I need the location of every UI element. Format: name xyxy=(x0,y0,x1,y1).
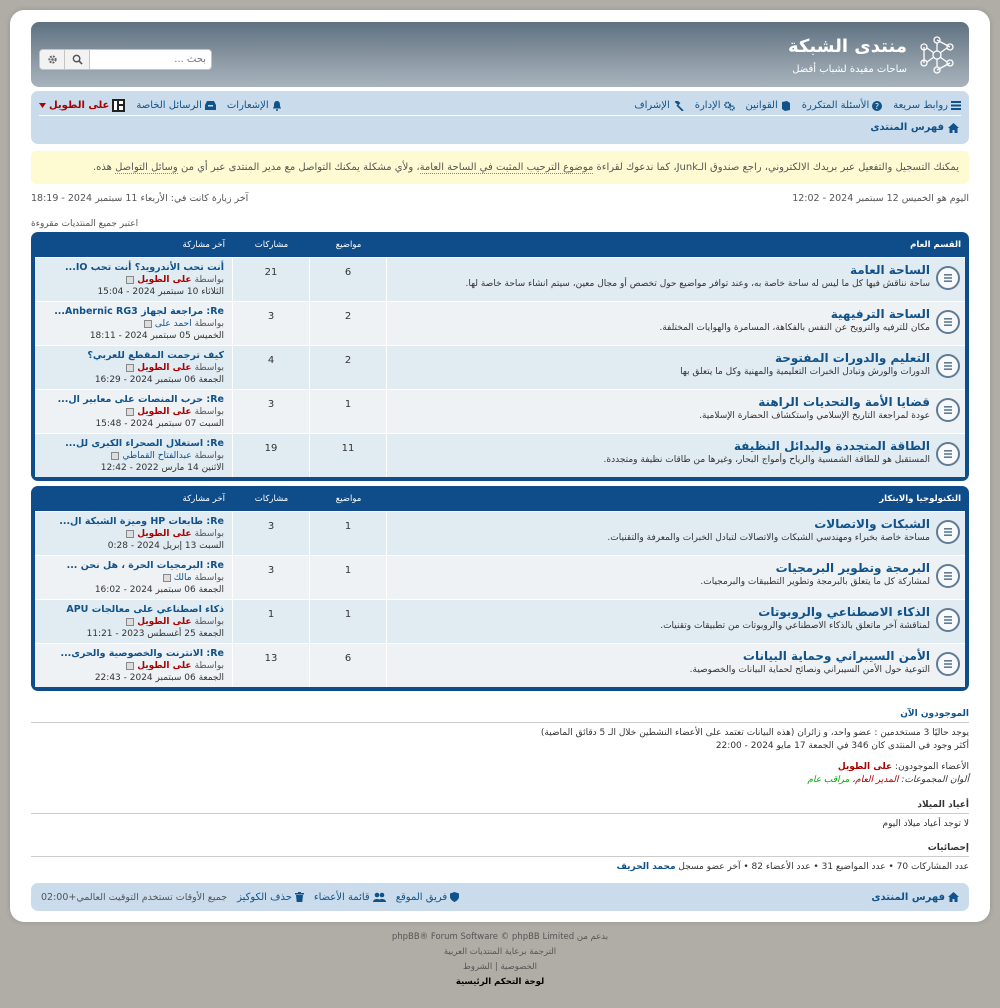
site-logo-icon[interactable] xyxy=(917,35,957,75)
forum-posts-count: 3 xyxy=(233,390,310,433)
advanced-search-button[interactable] xyxy=(40,50,65,69)
birthdays xyxy=(31,800,969,831)
time-row xyxy=(31,193,969,204)
forum-topics-count: 1 xyxy=(310,512,387,555)
translation-credit[interactable]: الترجمة برعاية المنتديات العربية xyxy=(443,947,557,957)
home-icon xyxy=(948,123,959,133)
moderation-link[interactable]: الإشراف xyxy=(634,100,684,111)
last-post-date: الثلاثاء 10 سبتمبر 2024 - 15:04 xyxy=(97,287,224,297)
forum-posts-count: 1 xyxy=(233,600,310,643)
last-post-date: الجمعة 06 سبتمبر 2024 - 22:43 xyxy=(94,673,224,683)
nav-user-links xyxy=(39,99,282,112)
nav-row xyxy=(39,96,961,116)
forum-description: عودة لمراجعة التاريخ الإسلامي واستكشاف الحضارة الإسلامية. xyxy=(699,411,930,421)
forum-read-icon xyxy=(936,564,960,588)
welcome-topic-link[interactable]: موضوع الترحيب المثبت في الساحة العامة xyxy=(419,161,594,173)
contact-link[interactable]: وسائل التواصل xyxy=(115,161,178,173)
bell-icon xyxy=(272,101,282,111)
view-latest-post-icon[interactable] xyxy=(126,408,134,416)
forum-topics-count: 2 xyxy=(310,346,387,389)
forum-posts-count: 13 xyxy=(233,644,310,687)
view-latest-post-icon[interactable] xyxy=(126,276,134,284)
forum-topics-count: 2 xyxy=(310,302,387,345)
forum-read-icon xyxy=(936,354,960,378)
current-time: اليوم هو الخميس 12 سبتمبر 2024 - 12:02 xyxy=(792,193,969,204)
forum-read-icon xyxy=(936,398,960,422)
group-admin-link[interactable]: المدير العام xyxy=(855,775,899,785)
inbox-icon xyxy=(205,101,216,110)
forum-row xyxy=(35,643,965,687)
forum-main xyxy=(387,390,965,433)
forum-last-post xyxy=(35,346,233,389)
last-post-title-link[interactable]: Re: البرمجيات الحرة ، هل نحن ... xyxy=(66,560,224,571)
hamburger-icon xyxy=(951,101,961,110)
search-box xyxy=(39,49,212,70)
statistics xyxy=(31,843,969,874)
forum-posts-count: 4 xyxy=(233,346,310,389)
last-post-author: بواسطة على الطويل xyxy=(39,528,224,540)
mark-all-read-link[interactable]: اعتبر جميع المنتديات مقروءة xyxy=(31,219,139,229)
forum-main xyxy=(387,644,965,687)
last-post-author: بواسطة عبدالفتاح القماطي xyxy=(39,450,224,462)
site-title[interactable]: منتدى الشبكة xyxy=(788,36,907,57)
forum-main xyxy=(387,512,965,555)
last-post-author-link[interactable]: احمد على xyxy=(154,319,192,329)
forum-description: مساحة خاصة بخبراء ومهندسي الشبكات والاتصالات لتبادل الخبرات والمعرفة والتقنيات. xyxy=(607,533,930,543)
forum-list xyxy=(35,511,965,687)
last-post-author: بواسطة على الطويل xyxy=(39,406,224,418)
header-bar xyxy=(31,22,969,87)
last-post-title-link[interactable]: أنت تحب الأندرويد؟ أنت تحب IO... xyxy=(64,262,224,273)
last-post-author: بواسطة احمد على xyxy=(39,318,224,330)
users-icon xyxy=(373,892,386,902)
birthdays-text: لا توجد أعياد ميلاد اليوم xyxy=(882,819,969,829)
forum-description: المستقبل هو للطاقة الشمسية والرياح وأمواج البحار، وغيرها من طاقات نظيفة ومتجددة. xyxy=(603,455,930,465)
last-post-title-link[interactable]: Re: طابعات HP وميزة الشبكة ال... xyxy=(59,516,224,527)
forum-read-icon xyxy=(936,608,960,632)
shield-icon xyxy=(450,892,459,902)
forum-main xyxy=(387,346,965,389)
last-post-date: الخميس 05 سبتمبر 2024 - 18:11 xyxy=(89,331,224,341)
home-icon xyxy=(948,892,959,902)
forum-last-post xyxy=(35,512,233,555)
last-post-title-link[interactable]: كيف ترجمت المقطع للعربي؟ xyxy=(87,350,224,361)
forum-last-post xyxy=(35,258,233,301)
forum-description: لمشاركة كل ما يتعلق بالبرمجة وتطوير التطبيقات والبرمجيات. xyxy=(700,577,930,587)
forum-info xyxy=(700,561,930,587)
forum-topics-count: 1 xyxy=(310,390,387,433)
page-wrapper xyxy=(10,10,990,922)
trash-icon xyxy=(295,892,304,902)
who-is-online xyxy=(31,709,969,787)
forum-main xyxy=(387,556,965,599)
faq-link[interactable]: ? الأسئلة المتكررة xyxy=(802,100,882,111)
posts-header: مشاركات xyxy=(254,239,289,250)
forum-topics-count: 1 xyxy=(310,556,387,599)
forum-row xyxy=(35,511,965,555)
rules-link[interactable]: القوانين xyxy=(746,100,791,111)
legal-links: الخصوصية | الشروط xyxy=(462,962,538,972)
topics-header: مواضيع xyxy=(335,239,362,250)
book-icon xyxy=(781,101,791,111)
search-icon xyxy=(72,54,83,65)
last-post-author-link[interactable]: على الطويل xyxy=(137,363,192,373)
gavel-icon xyxy=(673,101,684,111)
category-general xyxy=(31,232,969,481)
group-legend: ألوان المجموعات: المدير العام، مراقب عام xyxy=(807,775,969,785)
last-post-header: آخر مشاركة xyxy=(182,493,225,504)
last-post-author: بواسطة مالك xyxy=(39,572,224,584)
memberlist-link[interactable]: قائمة الأعضاء xyxy=(314,892,386,903)
forum-posts-count: 3 xyxy=(233,556,310,599)
last-post-header: آخر مشاركة xyxy=(182,239,225,250)
search-button[interactable] xyxy=(65,50,90,69)
gears-icon xyxy=(724,101,735,111)
forum-last-post xyxy=(35,390,233,433)
last-post-date: الاثنين 14 مارس 2022 - 12:42 xyxy=(100,463,224,473)
timezone-text: جميع الأوقات تستخدم التوقيت العالمي+02:00 xyxy=(41,891,228,903)
last-post-date: الجمعة 25 أغسطس 2023 - 11:21 xyxy=(86,629,224,639)
forum-row xyxy=(35,555,965,599)
powered-by[interactable]: بدعم من phpBB® Forum Software © phpBB Limited xyxy=(391,932,609,942)
navbar xyxy=(31,91,969,144)
last-post-author-link[interactable]: على الطويل xyxy=(137,617,192,627)
caret-down-icon xyxy=(39,103,46,108)
forum-read-icon xyxy=(936,520,960,544)
forum-description: التوعية حول الأمن السيبراني ونصائح لحماية البيانات والخصوصية. xyxy=(689,665,930,675)
forum-topics-count: 1 xyxy=(310,600,387,643)
last-post-title-link[interactable]: Re: مراجعة لجهاز Anbernic RG3... xyxy=(54,306,224,317)
quick-links-menu[interactable]: روابط سريعة xyxy=(893,100,961,111)
admin-link[interactable]: الإدارة xyxy=(695,100,735,111)
last-post-author: بواسطة على الطويل xyxy=(39,274,224,286)
forum-row xyxy=(35,433,965,477)
forum-read-icon xyxy=(936,310,960,334)
notifications-link[interactable]: الإشعارات xyxy=(227,100,282,111)
last-post-date: الجمعة 06 سبتمبر 2024 - 16:29 xyxy=(94,375,224,385)
forum-last-post xyxy=(35,434,233,477)
search-input[interactable] xyxy=(90,50,211,69)
view-latest-post-icon[interactable] xyxy=(126,618,134,626)
forum-info xyxy=(680,351,930,377)
category-header xyxy=(35,232,965,257)
forum-topics-count: 6 xyxy=(310,644,387,687)
forum-row xyxy=(35,257,965,301)
view-latest-post-icon[interactable] xyxy=(126,530,134,538)
last-post-title-link[interactable]: Re: حرب المنصات على معابير ال... xyxy=(57,394,224,405)
forum-info xyxy=(466,263,931,289)
forum-title-link[interactable]: قضايا الأمة والتحديات الراهنة xyxy=(758,395,930,409)
forum-last-post xyxy=(35,302,233,345)
category-title[interactable]: القسم العام xyxy=(910,239,961,250)
last-post-author-link[interactable]: على الطويل xyxy=(137,407,192,417)
forum-posts-count: 3 xyxy=(233,302,310,345)
terms-link[interactable]: الشروط xyxy=(462,962,493,972)
forum-title-link[interactable]: التعليم والدورات المفتوحة xyxy=(774,351,930,365)
acp-link[interactable]: لوحة التحكم الرئيسية xyxy=(455,977,545,987)
forum-title-link[interactable]: الذكاء الاصطناعي والروبوتات xyxy=(758,605,930,619)
category-technology xyxy=(31,486,969,691)
svg-text:?: ? xyxy=(875,101,880,111)
forum-title-link[interactable]: البرمجة وتطوير البرمجيات xyxy=(775,561,930,575)
forum-list xyxy=(35,257,965,477)
last-post-author-link[interactable]: مالك xyxy=(173,573,192,583)
forum-posts-count: 3 xyxy=(233,512,310,555)
forum-main xyxy=(387,434,965,477)
view-latest-post-icon[interactable] xyxy=(126,662,134,670)
forum-row xyxy=(35,599,965,643)
view-latest-post-icon[interactable] xyxy=(163,574,171,582)
last-visit: آخر زيارة كانت في: الأربعاء 11 سبتمبر 2024 - 18:19 xyxy=(31,193,249,204)
credits xyxy=(0,930,1000,990)
forum-info xyxy=(699,395,930,421)
forum-posts-count: 21 xyxy=(233,258,310,301)
view-latest-post-icon[interactable] xyxy=(111,452,119,460)
avatar xyxy=(112,99,125,112)
newest-member-link[interactable]: محمد الحريف xyxy=(616,862,676,872)
online-line1: يوجد حاليًا 3 مستخدمين : عضو واحد، و زائران (هذه البيانات تعتمد على الأعضاء النشطين خلال الـ 5 دقائق الماضية) xyxy=(540,728,969,738)
forum-topics-count: 11 xyxy=(310,434,387,477)
forum-title-link[interactable]: الساحة العامة xyxy=(849,263,930,277)
view-latest-post-icon[interactable] xyxy=(126,364,134,372)
forum-row xyxy=(35,345,965,389)
forum-title-link[interactable]: الأمن السيبراني وحماية البيانات xyxy=(742,649,930,663)
forum-info xyxy=(604,439,930,465)
forum-description: ساحة نناقش فيها كل ما ليس له ساحة خاصة به، وعند توافر مواضيع حول تخصص أو مجال معين، سيتم انشاء ساحة خاصة لها. xyxy=(465,279,930,289)
footer-index-link[interactable]: فهرس المنتدى xyxy=(871,892,959,903)
delete-cookies-link[interactable]: حذف الكوكيز xyxy=(237,892,304,903)
privacy-link[interactable]: الخصوصية xyxy=(500,962,538,972)
forum-description: لمناقشة آخر ماتعلق بالذكاء الاصطناعي والروبوتات من تطبيقات وتقنيات. xyxy=(660,621,930,631)
forum-title-link[interactable]: الساحة الترفيهية xyxy=(830,307,930,321)
last-post-date: السبت 07 سبتمبر 2024 - 15:48 xyxy=(95,419,224,429)
gear-icon xyxy=(47,54,58,65)
forum-posts-count: 19 xyxy=(233,434,310,477)
private-messages-link[interactable]: الرسائل الخاصة xyxy=(136,100,215,111)
forum-last-post xyxy=(35,556,233,599)
view-latest-post-icon[interactable] xyxy=(144,320,152,328)
last-post-author-link[interactable]: على الطويل xyxy=(137,275,192,285)
site-description: ساحات مفيدة لشباب أفضل xyxy=(792,64,907,75)
last-post-title-link[interactable]: ذكاء اصطناعي على معالجات APU xyxy=(66,604,224,615)
online-members: الأعضاء الموجودون: على الطويل xyxy=(837,762,969,772)
user-menu[interactable]: على الطويل xyxy=(39,99,125,112)
posts-header: مشاركات xyxy=(254,493,289,504)
footer-links xyxy=(41,892,459,903)
forum-last-post xyxy=(35,644,233,687)
last-post-author: بواسطة على الطويل xyxy=(39,616,224,628)
last-post-author-link[interactable]: على الطويل xyxy=(137,529,192,539)
forum-description: مكان للترفيه والترويح عن النفس بالفكاهة، المسامرة والهوايات المختلفة. xyxy=(659,323,930,333)
forum-info xyxy=(690,649,930,675)
last-post-author: بواسطة على الطويل xyxy=(39,362,224,374)
welcome-notice: يمكنك التسجيل والتفعيل عبر بريدك الالكتروني، راجع صندوق الـJunk، كما ندعوك لقراءة موضوع الترحيب المثبت في الساحة العامة ، ولأي مشكلة يمكنك التواصل مع مدير المنتدى عبر أي من وسائل التواصل هذه. xyxy=(31,151,969,184)
forum-description: الدورات والورش وتبادل الخبرات التعليمية والمهنية وكل ما يتعلق بها xyxy=(680,367,930,377)
last-post-author-link[interactable]: على الطويل xyxy=(137,661,192,671)
nav-main-links xyxy=(634,100,961,111)
category-title[interactable]: التكنولوجيا والابتكار xyxy=(879,493,961,504)
forum-read-icon xyxy=(936,266,960,290)
forum-info xyxy=(659,307,930,333)
last-post-date: الجمعة 06 سبتمبر 2024 - 16:02 xyxy=(94,585,224,595)
stats-text: عدد المشاركات 70 • عدد المواضيع 31 • عدد الأعضاء 82 • آخر عضو مسجل محمد الحريف xyxy=(616,862,969,872)
last-post-title-link[interactable]: Re: الانترنت والخصوصية والحرى... xyxy=(60,648,224,659)
birthdays-title: أعياد الميلاد xyxy=(31,800,969,814)
forum-info xyxy=(660,605,930,631)
forum-read-icon xyxy=(936,442,960,466)
forum-title-link[interactable]: الشبكات والاتصالات xyxy=(814,517,930,531)
online-member-link[interactable]: على الطويل xyxy=(837,762,893,772)
forum-main xyxy=(387,258,965,301)
team-link[interactable]: فريق الموقع xyxy=(396,892,459,903)
topics-header: مواضيع xyxy=(335,493,362,504)
forum-main xyxy=(387,302,965,345)
footer-nav xyxy=(31,883,969,911)
category-header xyxy=(35,486,965,511)
forum-last-post xyxy=(35,600,233,643)
stats-title: إحصائيات xyxy=(31,843,969,857)
last-post-author-link[interactable]: عبدالفتاح القماطي xyxy=(122,451,192,461)
forum-row xyxy=(35,389,965,433)
online-title[interactable]: الموجودون الآن xyxy=(31,709,969,723)
last-post-title-link[interactable]: Re: استغلال الصحراء الكبرى لل... xyxy=(65,438,224,449)
question-circle-icon xyxy=(872,101,882,111)
forum-read-icon xyxy=(936,652,960,676)
group-mod-link[interactable]: مراقب عام xyxy=(807,775,850,785)
online-line2: أكثر وجود في المنتدى كان 346 في الجمعة 17 مايو 2024 - 22:00 xyxy=(715,741,969,751)
last-post-date: السبت 13 إبريل 2024 - 0:28 xyxy=(107,541,224,551)
forum-info xyxy=(607,517,930,543)
breadcrumb[interactable]: فهرس المنتدى xyxy=(870,122,959,133)
forum-row xyxy=(35,301,965,345)
forum-title-link[interactable]: الطاقة المتجددة والبدائل النظيفة xyxy=(733,439,930,453)
forum-main xyxy=(387,600,965,643)
forum-topics-count: 6 xyxy=(310,258,387,301)
last-post-author: بواسطة على الطويل xyxy=(39,660,224,672)
